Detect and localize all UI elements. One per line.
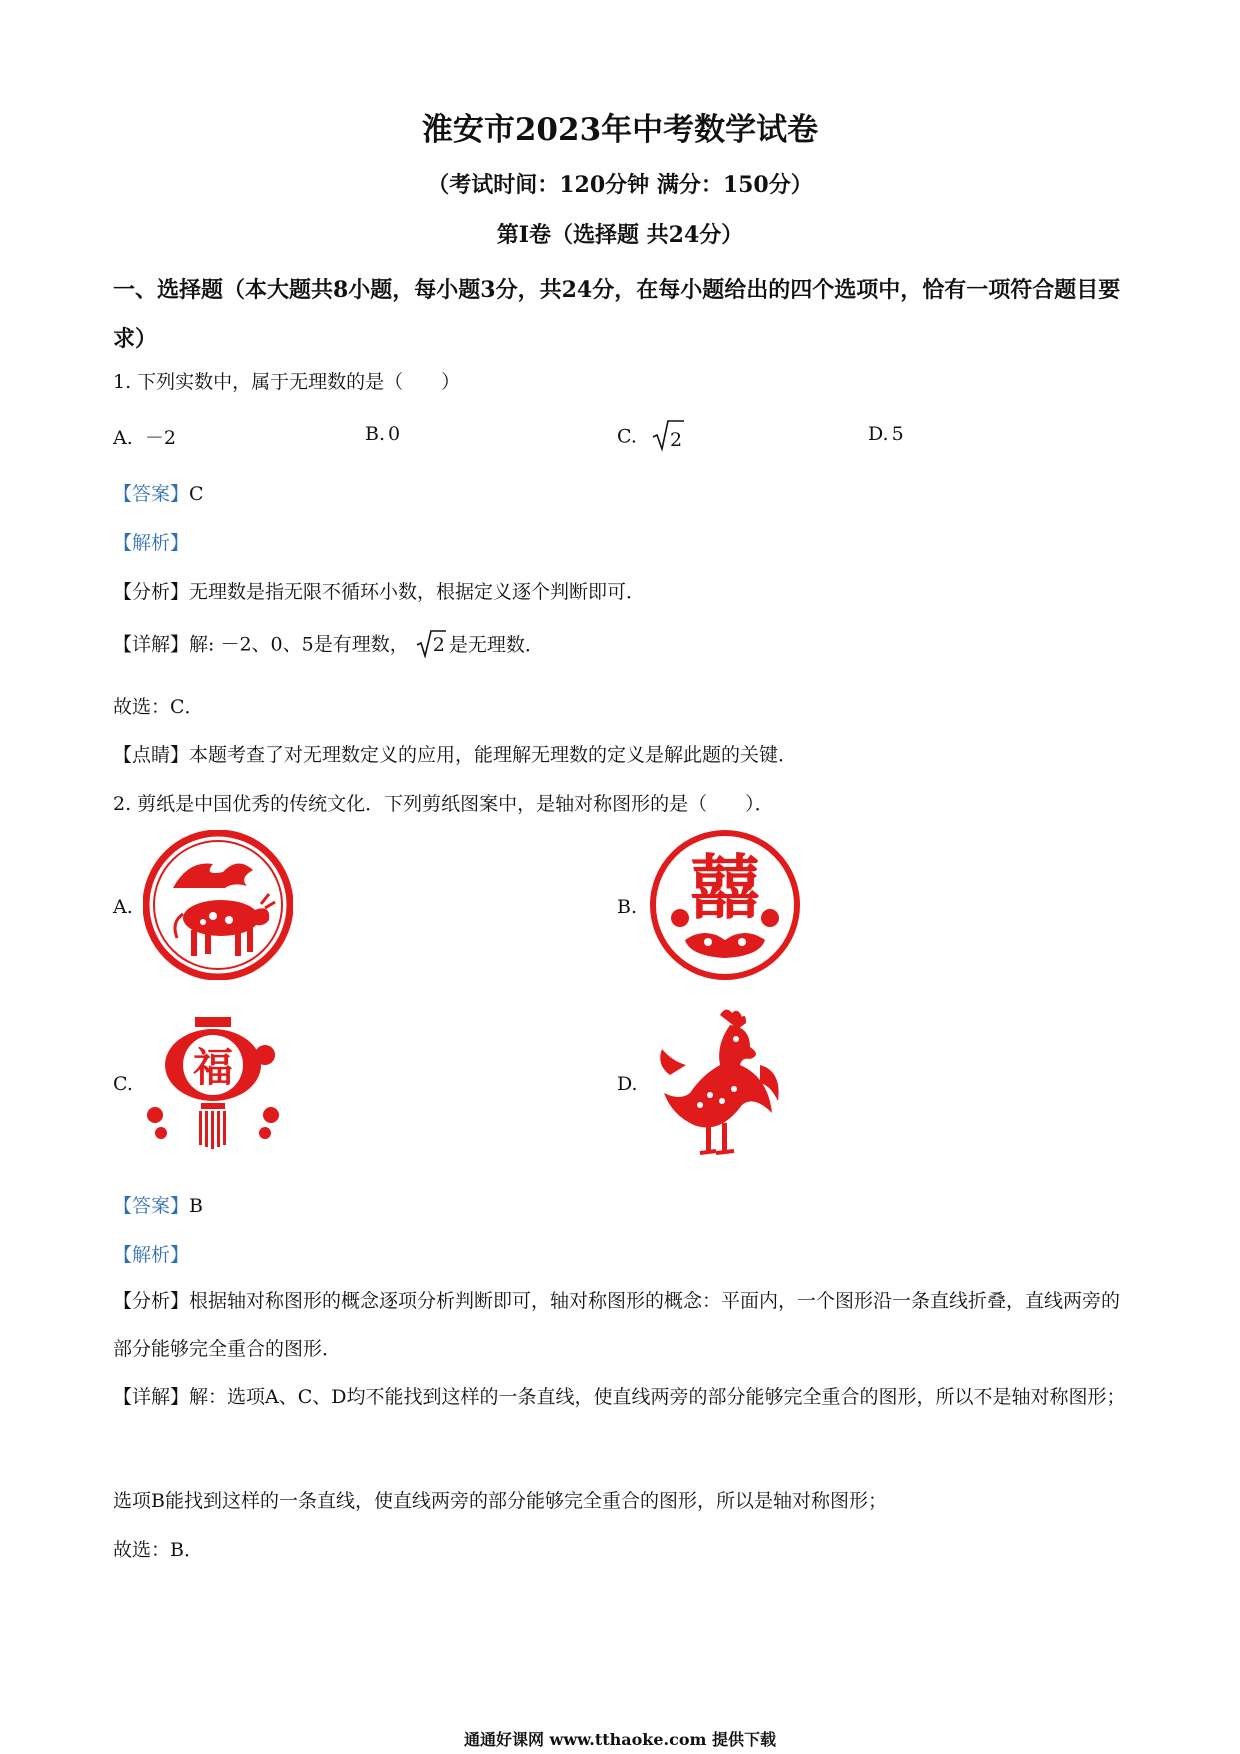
dianjing-text: 本题考查了对无理数定义的应用，能理解无理数的定义是解此题的关键． — [189, 744, 798, 766]
q2-xiangjie — [113, 1373, 1133, 1421]
xiangjie-text: 解: －2、0、5是有理数， — [189, 633, 409, 656]
fenxi-tag: 【分析】 — [113, 1290, 190, 1312]
q2-answer — [113, 1191, 203, 1218]
page-footer: 通通好课网 www.tthaoke.com 提供下载 — [463, 1730, 777, 1749]
q1-fenxi — [113, 577, 645, 604]
q2-option-b-label: B. — [617, 896, 638, 918]
answer-tag: 【答案】 — [113, 1195, 190, 1217]
q1-option-d — [868, 423, 904, 445]
xiangjie-tag: 【详解】 — [113, 1386, 190, 1408]
page-title: 淮安市2023年中考数学试卷 — [421, 112, 819, 148]
q1-option-c — [617, 418, 697, 457]
fenxi-text: 根据轴对称图形的概念逐项分析判断即可，轴对称图形的概念：平面内，一个图形沿一条直线折叠，直线两旁的部分能够完全重合的图形． — [113, 1290, 1121, 1360]
option-label: A. — [113, 427, 133, 449]
lantern-papercut-icon — [143, 1015, 283, 1154]
q2-xiangjie-line2: 选项B能找到这样的一条直线，使直线两旁的部分能够完全重合的图形，所以是轴对称图形； — [113, 1490, 887, 1512]
q2-analysis-tag: 【解析】 — [113, 1244, 190, 1266]
volume-heading: 第Ⅰ卷（选择题 共24分） — [496, 222, 744, 248]
option-value: 0 — [388, 423, 401, 445]
section-heading: 一、选择题（本大题共8小题，每小题3分，共24分，在每小题给出的四个选项中，恰有一项符合题目要求） — [113, 277, 1121, 352]
ox-papercut-icon — [143, 830, 293, 984]
answer-value: B — [189, 1195, 203, 1217]
xiangjie-tag: 【详解】 — [113, 633, 190, 656]
option-value: －2 — [144, 427, 176, 449]
q2-fenxi — [113, 1277, 1133, 1373]
q1-xiangjie — [113, 628, 554, 663]
fenxi-tag: 【分析】 — [113, 581, 190, 603]
xiangjie-text: 解：选项A、C、D均不能找到这样的一条直线，使直线两旁的部分能够完全重合的图形，所以不是轴对称图形； — [189, 1386, 1126, 1408]
fenxi-text: 无理数是指无限不循环小数，根据定义逐个判断即可． — [189, 581, 646, 603]
q1-answer — [113, 479, 204, 506]
q1-conclusion: 故选：C． — [113, 696, 204, 718]
papercut-char: 囍 — [690, 847, 760, 929]
option-label: D. — [868, 423, 889, 445]
exam-info: （考试时间：120分钟 满分：150分） — [427, 172, 813, 198]
q2-option-a-label: A. — [113, 896, 133, 918]
double-happiness-papercut-icon — [650, 830, 800, 984]
answer-tag: 【答案】 — [113, 483, 190, 505]
q1-dianjing — [113, 740, 797, 767]
q1-analysis-tag: 【解析】 — [113, 532, 190, 554]
dianjing-tag: 【点睛】 — [113, 744, 190, 766]
q2-conclusion: 故选：B． — [113, 1539, 203, 1561]
q1-option-a — [113, 423, 176, 450]
xiangjie-post: 是无理数． — [448, 633, 544, 656]
papercut-char: 福 — [193, 1045, 233, 1091]
option-label: B. — [365, 423, 386, 445]
q2-option-d-label: D. — [617, 1073, 638, 1095]
answer-value: C — [189, 483, 204, 505]
radicand: 2 — [432, 633, 445, 656]
option-value: 5 — [891, 423, 904, 445]
rooster-papercut-icon — [650, 1005, 785, 1169]
option-label: C. — [617, 425, 637, 448]
q1-option-b — [365, 423, 400, 445]
q1-stem: 1. 下列实数中，属于无理数的是（ ） — [113, 371, 461, 393]
q2-stem: 2. 剪纸是中国优秀的传统文化．下列剪纸图案中，是轴对称图形的是（ ）． — [113, 793, 774, 815]
option-value: 2 — [669, 428, 683, 451]
q2-option-c-label: C. — [113, 1073, 133, 1095]
